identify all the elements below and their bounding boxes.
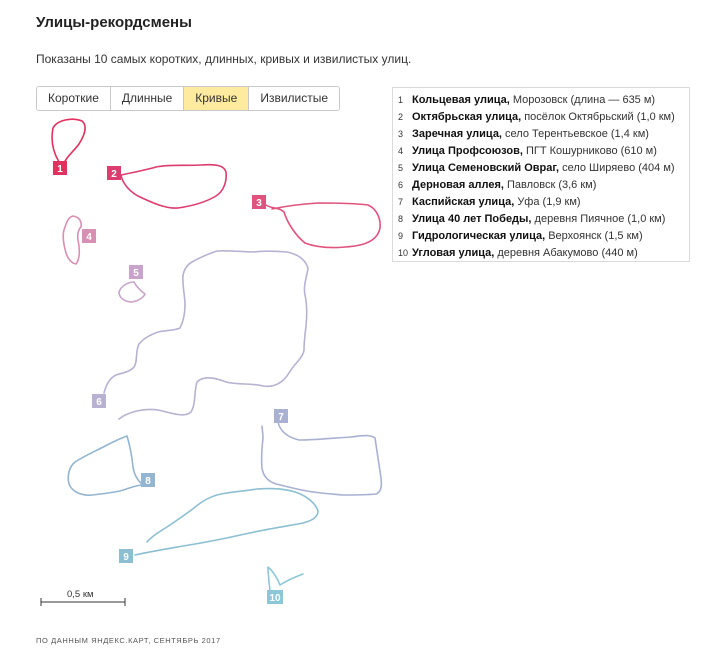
street-shape-10[interactable] bbox=[268, 567, 303, 591]
marker-2[interactable] bbox=[107, 166, 121, 180]
tab-short[interactable]: Короткие bbox=[37, 87, 111, 110]
svg-text:8: 8 bbox=[145, 476, 151, 487]
legend-item[interactable]: 7 Каспийская улица, Уфа (1,9 км) bbox=[398, 196, 581, 208]
marker-10[interactable] bbox=[267, 590, 283, 604]
street-shape-9[interactable] bbox=[135, 488, 318, 555]
marker-8[interactable] bbox=[141, 473, 155, 487]
scale-label: 0,5 км bbox=[67, 589, 94, 600]
marker-6[interactable] bbox=[92, 394, 106, 408]
source-footer: ПО ДАННЫМ ЯНДЕКС.КАРТ, СЕНТЯБРЬ 2017 bbox=[36, 636, 221, 645]
marker-1[interactable] bbox=[53, 161, 67, 175]
legend-item[interactable]: 9 Гидрологическая улица, Верхоянск (1,5 км) bbox=[398, 230, 643, 242]
street-shape-2[interactable] bbox=[121, 165, 226, 208]
svg-text:4: 4 bbox=[86, 232, 92, 243]
marker-7[interactable] bbox=[274, 409, 288, 423]
street-shape-7[interactable] bbox=[262, 422, 382, 495]
svg-text:7: 7 bbox=[278, 412, 284, 423]
street-shape-4[interactable] bbox=[63, 216, 81, 264]
legend-item[interactable]: 3 Заречная улица, село Терентьевское (1,4 км) bbox=[398, 128, 649, 140]
tab-long[interactable]: Длинные bbox=[111, 87, 184, 110]
page-title: Улицы-рекордсмены bbox=[36, 14, 192, 31]
marker-4[interactable] bbox=[82, 229, 96, 243]
svg-text:2: 2 bbox=[111, 169, 117, 180]
legend-item[interactable]: 8 Улица 40 лет Победы, деревня Пиячное (1,0 км) bbox=[398, 213, 666, 225]
tab-winding[interactable]: Извилистые bbox=[249, 87, 339, 110]
legend-item[interactable]: 10 Угловая улица, деревня Абакумово (440 м) bbox=[398, 247, 638, 259]
marker-9[interactable] bbox=[119, 549, 133, 563]
svg-text:10: 10 bbox=[269, 593, 281, 604]
legend-item[interactable]: 4 Улица Профсоюзов, ПГТ Кошурниково (610 м) bbox=[398, 145, 657, 157]
street-shape-3[interactable] bbox=[266, 203, 380, 248]
svg-text:9: 9 bbox=[123, 552, 129, 563]
svg-text:5: 5 bbox=[133, 268, 139, 279]
svg-text:1: 1 bbox=[57, 164, 63, 175]
svg-text:3: 3 bbox=[256, 198, 262, 209]
marker-5[interactable] bbox=[129, 265, 143, 279]
legend-item[interactable]: 6 Дерновая аллея, Павловск (3,6 км) bbox=[398, 179, 597, 191]
legend-item[interactable]: 5 Улица Семеновский Овраг, село Ширяево (404 м) bbox=[398, 162, 675, 174]
street-shape-1[interactable] bbox=[52, 119, 85, 163]
marker-3[interactable] bbox=[252, 195, 266, 209]
tab-curved[interactable]: Кривые bbox=[184, 87, 249, 110]
legend-item[interactable]: 1 Кольцевая улица, Морозовск (длина — 635 м) bbox=[398, 94, 656, 106]
svg-text:6: 6 bbox=[96, 397, 102, 408]
street-shape-5[interactable] bbox=[119, 282, 145, 302]
legend-item[interactable]: 2 Октябрьская улица, посёлок Октябрьский (1,0 км) bbox=[398, 111, 675, 123]
page-subtitle: Показаны 10 самых коротких, длинных, кривых и извилистых улиц. bbox=[36, 52, 412, 66]
street-shape-8[interactable] bbox=[68, 436, 143, 495]
